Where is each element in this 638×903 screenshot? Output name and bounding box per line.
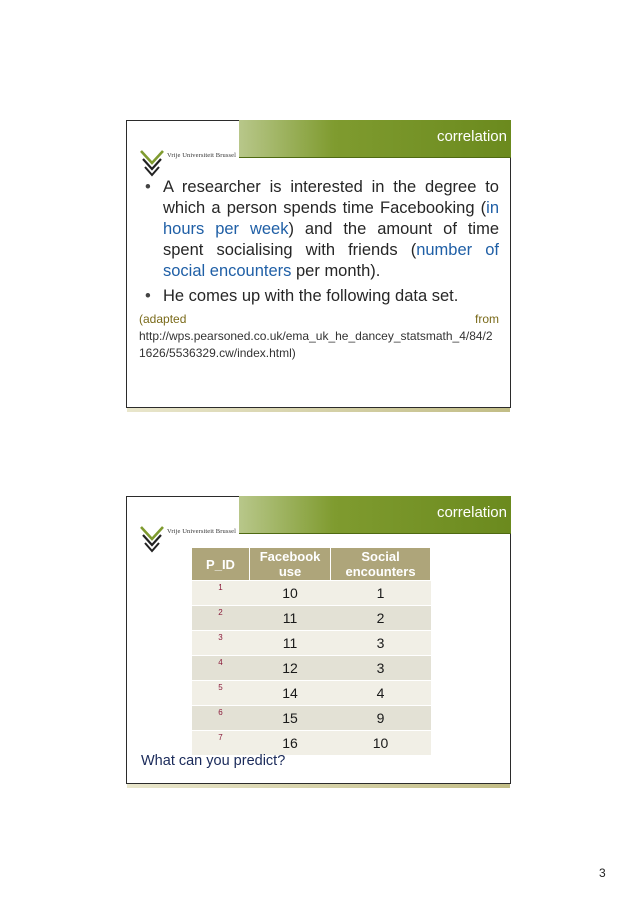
cell-facebook: 11 xyxy=(250,631,331,656)
bullet-text: ) and the amount of time spent socialising with friends ( xyxy=(163,220,499,259)
slide-header-band xyxy=(239,496,511,534)
cell-pid: 4 xyxy=(192,656,250,681)
cell-social: 4 xyxy=(331,681,431,706)
cell-social: 10 xyxy=(331,731,431,756)
cell-pid: 7 xyxy=(192,731,250,756)
slide-header-band xyxy=(239,120,511,158)
cell-social: 3 xyxy=(331,631,431,656)
page-number: 3 xyxy=(599,866,606,880)
cell-pid: 5 xyxy=(192,681,250,706)
cell-facebook: 10 xyxy=(250,581,331,606)
source-adapted: (adapted xyxy=(139,312,187,326)
column-header-pid: P_ID xyxy=(192,548,250,581)
bullet-data-set: • He comes up with the following data set. xyxy=(139,286,499,307)
logo-text: Vrije Universiteit Brussel xyxy=(167,528,237,535)
table-header-row xyxy=(192,548,431,581)
source-from: from xyxy=(475,312,499,326)
slide-body xyxy=(139,177,499,362)
cell-pid: 2 xyxy=(192,606,250,631)
table-row xyxy=(192,606,431,631)
table-row xyxy=(192,731,431,756)
vub-logo-icon xyxy=(139,521,165,555)
prediction-question: What can you predict? xyxy=(141,753,286,769)
cell-pid: 6 xyxy=(192,706,250,731)
highlight-hours: in hours per week xyxy=(163,199,499,238)
cell-facebook: 14 xyxy=(250,681,331,706)
bullet-text: A researcher is interested in the degree to which a person spends time Facebooking ( xyxy=(163,178,499,217)
university-logo xyxy=(139,145,259,179)
table-row xyxy=(192,656,431,681)
cell-social: 9 xyxy=(331,706,431,731)
slide-correlation-intro xyxy=(126,120,511,408)
cell-facebook: 15 xyxy=(250,706,331,731)
source-citation xyxy=(139,311,499,362)
slide-title: correlation xyxy=(436,504,507,521)
cell-pid: 1 xyxy=(192,581,250,606)
cell-social: 3 xyxy=(331,656,431,681)
bullet-text: per month). xyxy=(291,262,381,280)
cell-facebook: 12 xyxy=(250,656,331,681)
source-url: http://wps.pearsoned.co.uk/ema_uk_he_dancey_statsmath_4/84/21626/5536329.cw/index.html) xyxy=(139,329,493,360)
column-header-social: Social encounters xyxy=(331,548,431,581)
logo-text: Vrije Universiteit Brussel xyxy=(167,152,237,159)
cell-facebook: 11 xyxy=(250,606,331,631)
cell-social: 1 xyxy=(331,581,431,606)
highlight-encounters: number of social encounters xyxy=(163,241,499,280)
bullet-research-question xyxy=(139,177,499,282)
cell-social: 2 xyxy=(331,606,431,631)
cell-facebook: 16 xyxy=(250,731,331,756)
table-row xyxy=(192,706,431,731)
vub-logo-icon xyxy=(139,145,165,179)
table-row xyxy=(192,681,431,706)
slide-title: correlation xyxy=(436,128,507,145)
table-row xyxy=(192,581,431,606)
cell-pid: 3 xyxy=(192,631,250,656)
data-table xyxy=(191,547,431,756)
column-header-facebook: Facebook use xyxy=(250,548,331,581)
table-row xyxy=(192,631,431,656)
slide-correlation-data xyxy=(126,496,511,784)
